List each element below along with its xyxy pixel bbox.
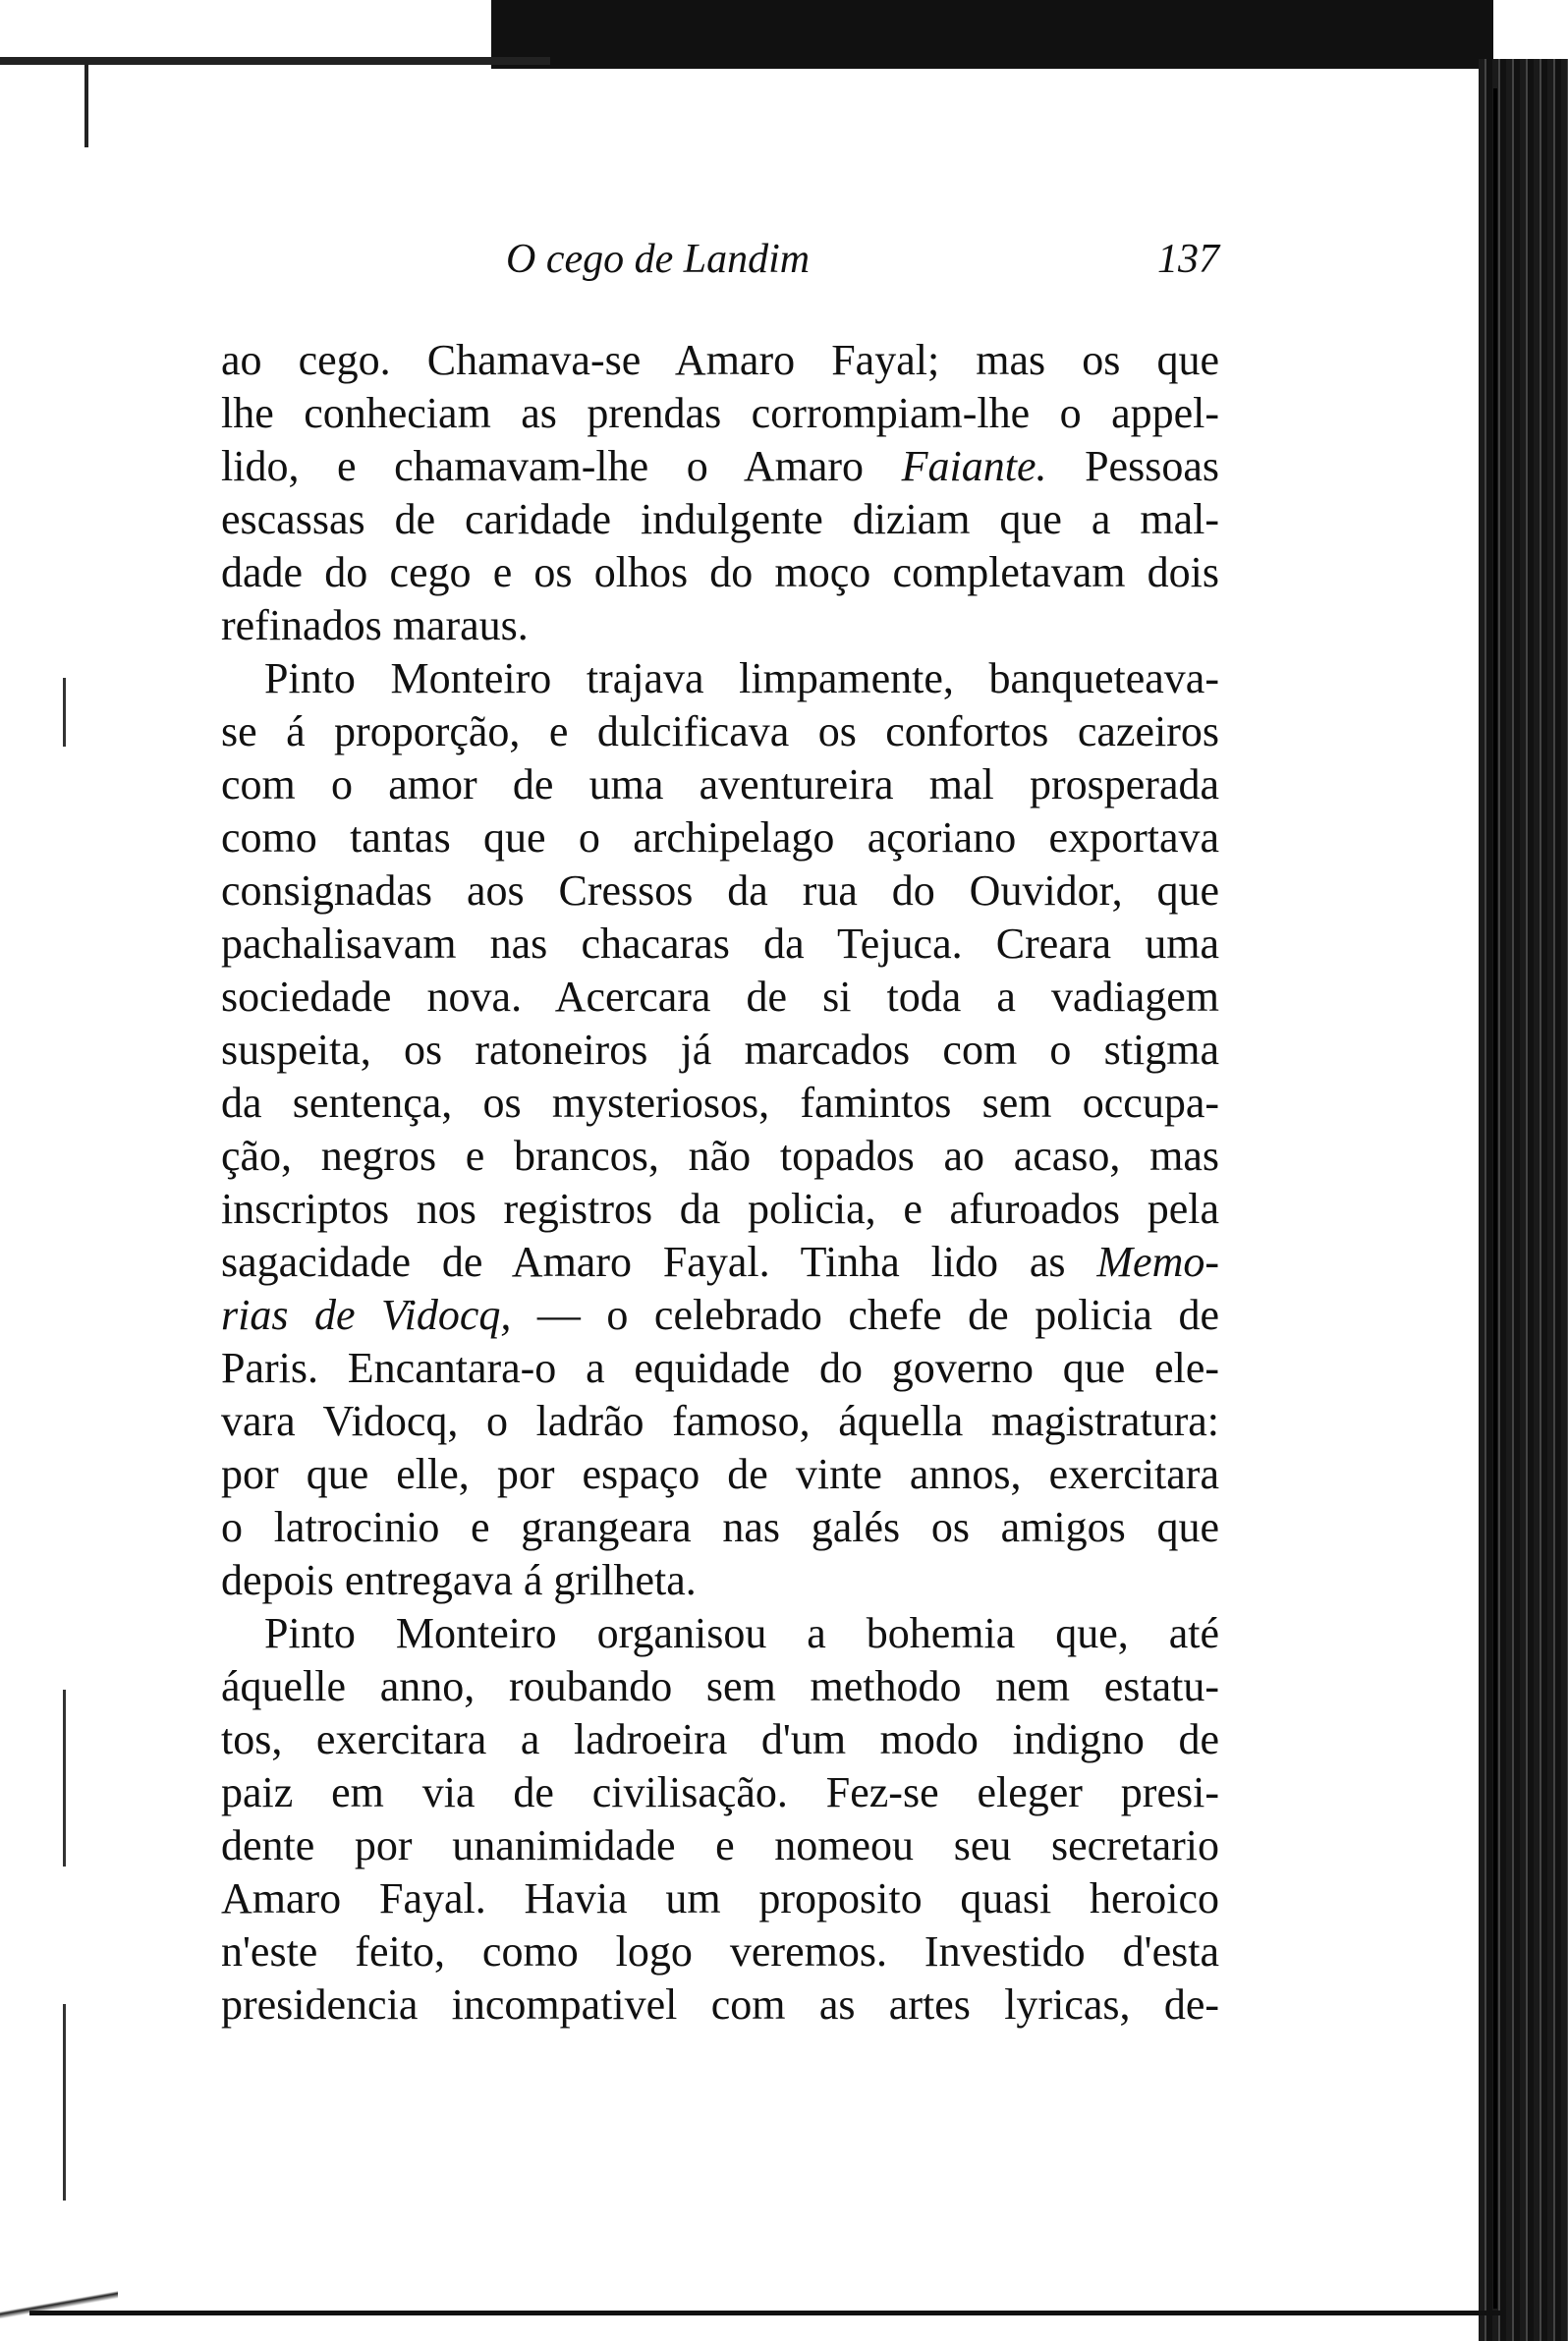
text-segment: presidencia incompativel com as artes lyricas, de- [221,1980,1219,2029]
text-segment: se á proporção, e dulcificava os confortos cazeiros [221,707,1219,755]
text-segment: Pinto Monteiro trajava limpamente, banqueteava- [264,654,1219,702]
text-line [221,652,1219,705]
text-line [221,918,1219,971]
page-number: 137 [1157,237,1219,282]
text-segment: n'este feito, como logo veremos. Investido d'esta [221,1927,1219,1976]
text-segment: Pessoas [1046,442,1219,490]
text-segment: vara Vidocq, o ladrão famoso, áquella magistratura: [221,1397,1219,1445]
text-segment: com o amor de uma aventureira mal prosperada [221,760,1219,808]
text-line [221,1501,1219,1554]
text-line [221,1130,1219,1183]
text-segment: o latrocinio e grangeara nas galés os amigos que [221,1503,1219,1551]
text-line [221,1925,1219,1979]
text-segment: Amaro Fayal. Havia um proposito quasi heroico [221,1874,1219,1923]
text-segment: lhe conheciam as prendas corrompiam-lhe o appel- [221,389,1219,437]
text-line [221,334,1219,387]
text-line [221,1979,1219,2032]
text-line [221,1289,1219,1342]
text-line [221,1713,1219,1766]
text-line [221,493,1219,546]
text-segment: depois entregava á grilheta. [221,1556,697,1604]
text-line [221,971,1219,1024]
text-segment: paiz em via de civilisação. Fez-se eleger presi- [221,1768,1219,1816]
text-line [221,1183,1219,1236]
text-line [221,1872,1219,1925]
text-line [221,1819,1219,1872]
text-line [221,705,1219,758]
italic-text: Memo- [1096,1238,1219,1286]
text-line [221,1660,1219,1713]
scan-edge-line [1493,88,1497,2309]
scan-mark-left [63,1690,66,1867]
italic-text: Faiante. [901,442,1047,490]
text-segment: ção, negros e brancos, não topados ao acaso, mas [221,1132,1219,1180]
text-segment: — o celebrado chefe de policia de [511,1291,1219,1339]
text-line [221,758,1219,811]
scan-mark-left [63,2004,66,2201]
text-line [221,599,1219,652]
text-line [221,387,1219,440]
scan-edge-right [1479,59,1568,2341]
text-line [221,1236,1219,1289]
text-segment: suspeita, os ratoneiros já marcados com o stigma [221,1026,1219,1074]
text-line [221,864,1219,918]
text-segment: sociedade nova. Acercara de si toda a vadiagem [221,973,1219,1021]
text-segment: ao cego. Chamava-se Amaro Fayal; mas os que [221,336,1219,384]
text-segment: como tantas que o archipelago açoriano exportava [221,813,1219,862]
text-line [221,1766,1219,1819]
text-segment: Paris. Encantara-o a equidade do governo que ele- [221,1344,1219,1392]
text-line [221,1395,1219,1448]
text-segment: consignadas aos Cressos da rua do Ouvidor, que [221,866,1219,915]
scan-mark-left [63,678,66,747]
text-line [221,546,1219,599]
text-segment: sagacidade de Amaro Fayal. Tinha lido as [221,1238,1097,1286]
text-line [221,1607,1219,1660]
text-segment: refinados maraus. [221,601,529,649]
text-line [221,1448,1219,1501]
running-title: O cego de Landim [506,237,811,282]
text-segment: da sentença, os mysteriosos, famintos sem occupa- [221,1079,1219,1127]
text-segment: por que elle, por espaço de vinte annos, exercitara [221,1450,1219,1498]
text-segment: inscriptos nos registros da policia, e afuroados pela [221,1185,1219,1233]
text-line [221,811,1219,864]
text-segment: lido, e chamavam-lhe o Amaro [221,442,902,490]
scan-edge-bottom [29,2311,1503,2315]
italic-text: rias de Vidocq, [221,1291,512,1339]
text-segment: tos, exercitara a ladroeira d'um modo indigno de [221,1715,1219,1763]
running-header [221,236,1219,295]
text-segment: escassas de caridade indulgente diziam que a mal- [221,495,1219,543]
text-segment: dade do cego e os olhos do moço completavam dois [221,548,1219,596]
scan-mark-bottom [0,2289,118,2318]
text-segment: áquelle anno, roubando sem methodo nem estatu- [221,1662,1219,1710]
body-text [221,334,1219,2032]
text-segment: dente por unanimidade e nomeou seu secretario [221,1821,1219,1869]
text-segment: pachalisavam nas chacaras da Tejuca. Creara uma [221,920,1219,968]
scan-edge-top-left [0,57,550,65]
text-line [221,1342,1219,1395]
text-line [221,440,1219,493]
text-line [221,1554,1219,1607]
text-line [221,1024,1219,1077]
text-segment: Pinto Monteiro organisou a bohemia que, até [264,1609,1219,1657]
text-line [221,1077,1219,1130]
scan-edge-top [491,0,1493,69]
scan-mark [84,59,88,147]
